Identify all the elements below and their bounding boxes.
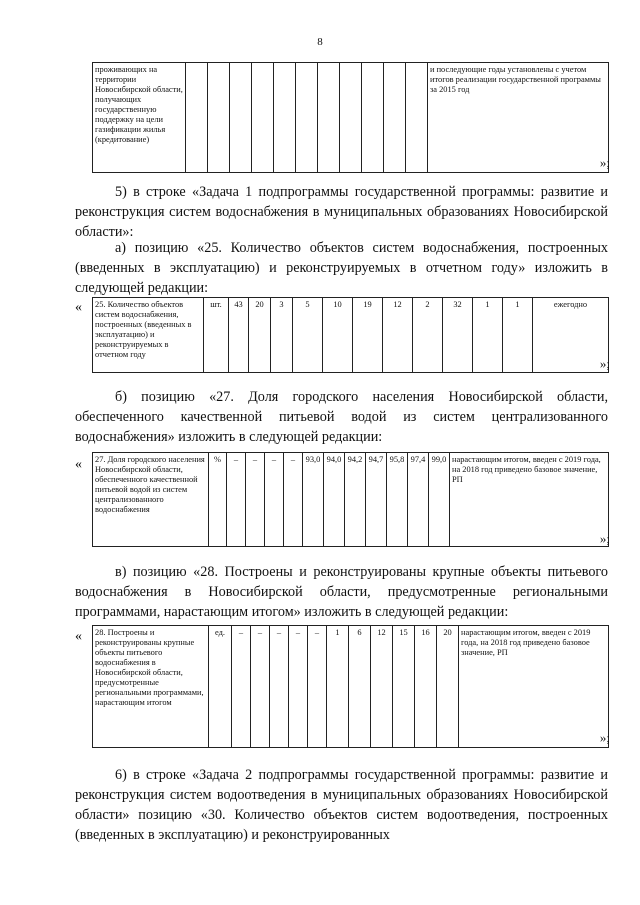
value-cell: 1 <box>327 626 349 748</box>
value-cell: 93,0 <box>303 453 324 547</box>
unit-cell: % <box>209 453 227 547</box>
value-cell: 20 <box>249 298 271 373</box>
value-cell: – <box>251 626 270 748</box>
paragraph: в) позицию «28. Построены и реконструированы крупные объекты питьевого водоснабжения в Новосибирской области, предусмотренные региональными программами, нарастающим итогом» изложить в следующей редакции: <box>75 564 608 620</box>
row-note: нарастающим итогом, введен с 2019 года, на 2018 год приведено базовое значение, РП <box>450 453 609 547</box>
value-cell: 32 <box>443 298 473 373</box>
open-quote: « <box>75 300 82 315</box>
table-position-27 <box>92 452 609 547</box>
table-position-28 <box>92 625 609 748</box>
paragraph: 5) в строке «Задача 1 подпрограммы государственной программы: развитие и реконструкция систем водоснабжения в муниципальных образованиях Новосибирской области»: <box>75 184 608 240</box>
value-cell: – <box>232 626 251 748</box>
value-cell: – <box>284 453 303 547</box>
row-label: 25. Количество объектов систем водоснабжения, построенных (введенных в эксплуатацию) и реконструируемых в отчетном году <box>93 298 204 373</box>
row-label: проживающих на территории Новосибирской области, получающих государственную поддержку на цели газификации жилья (кредитование) <box>93 63 186 173</box>
value-cell: – <box>265 453 284 547</box>
value-cell: 95,8 <box>387 453 408 547</box>
value-cell: – <box>289 626 308 748</box>
unit-cell: шт. <box>204 298 229 373</box>
value-cell: – <box>308 626 327 748</box>
close-quote: »; <box>599 356 610 371</box>
value-cell: 3 <box>271 298 293 373</box>
value-cell: 16 <box>415 626 437 748</box>
value-cell: 6 <box>349 626 371 748</box>
open-quote: « <box>75 457 82 472</box>
value-cell: 12 <box>383 298 413 373</box>
paragraph: а) позицию «25. Количество объектов систем водоснабжения, построенных (введенных в эксплуатацию) и реконструируемых в отчетном году» изложить в следующей редакции: <box>75 240 608 296</box>
value-cell: 94,2 <box>345 453 366 547</box>
value-cell: 94,7 <box>366 453 387 547</box>
value-cell: – <box>227 453 246 547</box>
value-cell: 15 <box>393 626 415 748</box>
value-cell: 20 <box>437 626 459 748</box>
value-cell: 10 <box>323 298 353 373</box>
paragraph: б) позицию «27. Доля городского населения Новосибирской области, обеспеченного качественной питьевой водой из систем централизованного водоснабжения» изложить в следующей редакции: <box>75 389 608 445</box>
value-cell: 43 <box>229 298 249 373</box>
close-quote: »; <box>599 730 610 745</box>
row-note: нарастающим итогом, введен с 2019 года, на 2018 год приведено базовое значение, РП <box>459 626 609 748</box>
value-cell: 1 <box>503 298 533 373</box>
close-quote: »; <box>599 531 610 546</box>
table-position-25 <box>92 297 609 373</box>
paragraph: 6) в строке «Задача 2 подпрограммы государственной программы: развитие и реконструкция систем водоотведения в муниципальных образованиях Новосибирской области» позицию «30. Количество объектов систем водоотведения, построенных (введенных в эксплуатацию) и реконструированных <box>75 767 608 843</box>
value-cell: 97,4 <box>408 453 429 547</box>
page-number: 8 <box>317 36 323 48</box>
value-cell: 2 <box>413 298 443 373</box>
value-cell: – <box>246 453 265 547</box>
row-note: ежегодно <box>533 298 609 373</box>
unit-cell: ед. <box>209 626 232 748</box>
table-top-fragment <box>92 62 609 173</box>
open-quote: « <box>75 629 82 644</box>
value-cell: 94,0 <box>324 453 345 547</box>
row-label: 27. Доля городского населения Новосибирской области, обеспеченного качественной питьевой водой из систем централизованного водоснабжения <box>93 453 209 547</box>
row-label: 28. Построены и реконструированы крупные объекты питьевого водоснабжения в Новосибирской области, предусмотренные региональными программами, нарастающим итогом <box>93 626 209 748</box>
row-note: и последующие годы установлены с учетом итогов реализации государственной программы за 2015 год <box>428 63 609 173</box>
value-cell: 19 <box>353 298 383 373</box>
close-quote: »; <box>599 155 610 170</box>
value-cell: 1 <box>473 298 503 373</box>
value-cell: 5 <box>293 298 323 373</box>
value-cell: 99,0 <box>429 453 450 547</box>
value-cell: 12 <box>371 626 393 748</box>
value-cell: – <box>270 626 289 748</box>
